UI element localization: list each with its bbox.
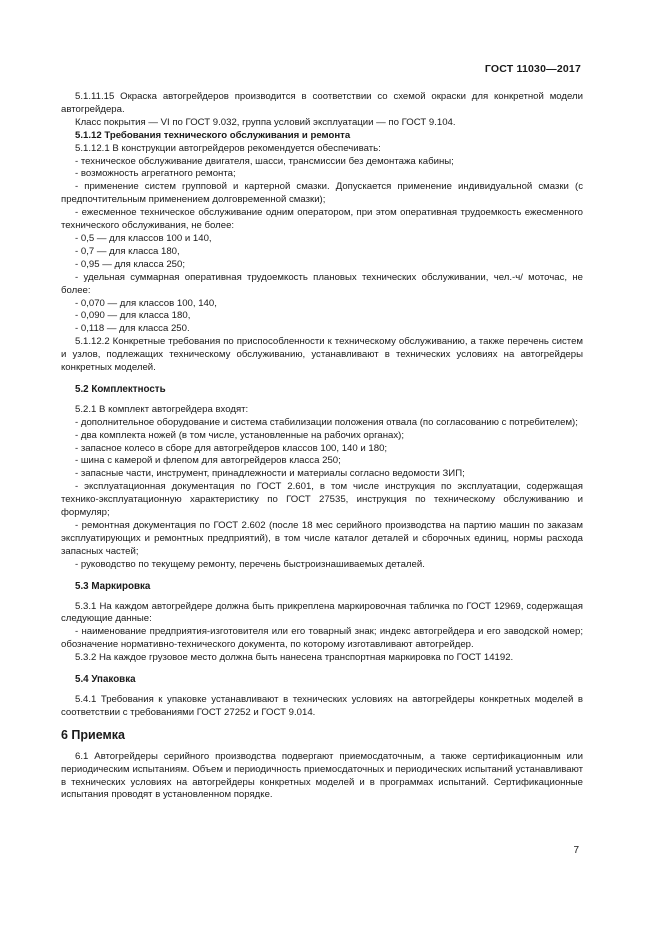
- list-item: - запасные части, инструмент, принадлежности и материалы согласно ведомости ЗИП;: [75, 468, 465, 480]
- section-heading-5-3: 5.3 Маркировка: [75, 580, 151, 592]
- list-item: - эксплуатационная документация по ГОСТ 2.601, в том числе инструкция по эксплуатации, содержащая технико-эксплуатационную характеристику по ГОСТ 27535, инструкция по техническому обслуживанию и формуляр;: [61, 481, 583, 519]
- list-item: - 0,070 — для классов 100, 140,: [75, 297, 217, 309]
- list-item: - удельная суммарная оперативная трудоемкость плановых технических обслуживании, чел.-ч/ моточас, не более:: [61, 271, 583, 296]
- list-item: - 0,090 — для класса 180,: [75, 310, 191, 322]
- paragraph-5-1-11-15: 5.1.11.15 Окраска автогрейдеров производится в соответствии со схемой окраски для конкретной модели автогрейдера.: [61, 91, 583, 115]
- section-heading-5-2: 5.2 Комплектность: [75, 383, 166, 395]
- section-heading-5-4: 5.4 Упаковка: [75, 674, 136, 686]
- paragraph-5-1-12-2: 5.1.12.2 Конкретные требования по приспособленности к техническому обслуживанию, а также перечень систем и узлов, подлежащих техническому обслуживанию, устанавливают в технических условиях на автогрейдеры конкретных моделей.: [61, 336, 583, 374]
- list-item: - два комплекта ножей (в том числе, установленные на рабочих органах);: [75, 429, 405, 441]
- list-item: - возможность агрегатного ремонта;: [75, 168, 236, 180]
- paragraph-5-2-1: 5.2.1 В комплект автогрейдера входят:: [75, 403, 249, 415]
- subsection-heading-5-1-12: 5.1.12 Требования технического обслуживания и ремонта: [75, 129, 351, 141]
- list-item: - 0,95 — для класса 250;: [75, 258, 186, 270]
- document-header-id: ГОСТ 11030—2017: [484, 63, 581, 75]
- page-number: 7: [573, 845, 579, 856]
- paragraph-5-1-12-1: 5.1.12.1 В конструкции автогрейдеров рекомендуется обеспечивать:: [75, 142, 381, 154]
- paragraph-5-3-2: 5.3.2 На каждое грузовое место должна быть нанесена транспортная маркировка по ГОСТ 14192.: [75, 652, 514, 664]
- list-item: - дополнительное оборудование и система стабилизации положения отвала (по согласованию с потребителем);: [75, 416, 578, 428]
- list-item: - 0,118 — для класса 250.: [75, 323, 190, 335]
- list-item: - ремонтная документация по ГОСТ 2.602 (после 18 мес серийного производства на партию машин по заказам эксплуатирующих и ремонтных предприятий), в том числе каталог деталей и сборочных единиц, нормы расхода запасных частей;: [61, 520, 583, 557]
- list-item: - 0,5 — для классов 100 и 140,: [75, 232, 212, 244]
- document-body: [61, 91, 583, 802]
- list-item: - ежесменное техническое обслуживание одним оператором, при этом оперативная трудоемкость ежесменного технического обслуживания, не более:: [61, 207, 583, 232]
- chapter-heading-6: 6 Приемка: [61, 727, 125, 742]
- list-item: - руководство по текущему ремонту, перечень быстроизнашиваемых деталей.: [75, 558, 425, 570]
- list-item: - запасное колесо в сборе для автогрейдеров классов 100, 140 и 180;: [75, 442, 388, 454]
- paragraph-coating-class: Класс покрытия — VI по ГОСТ 9.032, группа условий эксплуатации — по ГОСТ 9.104.: [75, 116, 456, 128]
- paragraph-6-1: 6.1 Автогрейдеры серийного производства подвергают приемосдаточным, а также сертификационным или периодическим испытаниям. Объем и периодичность приемосдаточных и периодических испытаний устанавливают в технических условиях на автогрейдеры конкретных моделей и в программах испытаний. Сертификационные испытания проводят в установленном порядке.: [61, 750, 583, 801]
- list-item: - 0,7 — для класса 180,: [75, 245, 180, 257]
- list-item: - наименование предприятия-изготовителя или его товарный знак; индекс автогрейдера и его заводской номер; обозначение нормативно-технического документа, по которому изготавливают автогрейдер.: [61, 626, 583, 651]
- paragraph-5-4-1: 5.4.1 Требования к упаковке устанавливают в технических условиях на автогрейдеры конкретных моделей в соответствии с требованиями ГОСТ 27252 и ГОСТ 9.014.: [61, 693, 583, 718]
- paragraph-5-3-1: 5.3.1 На каждом автогрейдере должна быть прикреплена маркировочная табличка по ГОСТ 12969, содержащая следующие данные:: [61, 600, 583, 625]
- list-item: - применение систем групповой и картерной смазки. Допускается применение индивидуальной смазки (с предпочтительным применением долговременной смазки);: [61, 181, 583, 206]
- list-item: - техническое обслуживание двигателя, шасси, трансмиссии без демонтажа кабины;: [75, 155, 454, 167]
- list-item: - шина с камерой и флепом для автогрейдеров класса 250;: [75, 455, 341, 467]
